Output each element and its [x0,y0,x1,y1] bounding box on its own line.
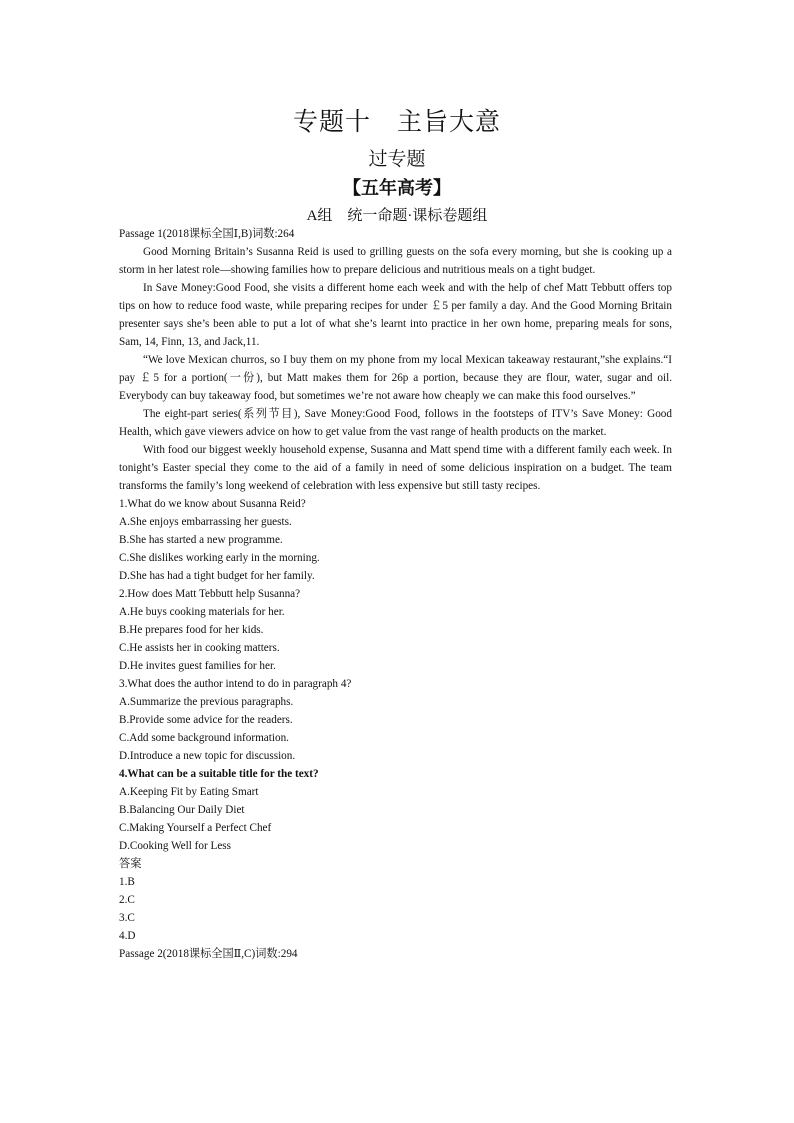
question-option: B.Provide some advice for the readers. [119,714,293,726]
passage-paragraph: The eight-part series(系列节目), Save Money:Good Food, follows in the footsteps of ITV’s Save Money: Good Health, which gave viewers advice on how to get value from the vast range of health products on the market. [119,408,672,438]
answer-label: 答案 [119,858,142,870]
question-option: A.She enjoys embarrassing her guests. [119,516,292,528]
question-option: D.Cooking Well for Less [119,840,231,852]
section-subtitle: 过专题 [368,149,426,170]
question-option: D.She has had a tight budget for her family. [119,570,315,582]
question-option: A.Keeping Fit by Eating Smart [119,786,259,798]
passage-paragraph: Good Morning Britain’s Susanna Reid is used to grilling guests on the sofa every morning, but she is cooking up a storm in her latest role—showing families how to prepare delicious and nutritious meals on a tight budget. [119,246,672,276]
question-option: C.Making Yourself a Perfect Chef [119,822,272,834]
passage-heading: Passage 2(2018课标全国Ⅱ,C)词数:294 [119,948,298,960]
question-option: C.Add some background information. [119,732,289,744]
document-body [119,225,672,963]
question-stem: 1.What do we know about Susanna Reid? [119,498,306,510]
question-stem: 3.What does the author intend to do in paragraph 4? [119,678,352,690]
answer-item: 2.C [119,894,135,906]
section-bracket-title: 【五年高考】 [343,178,451,198]
question-option: A.Summarize the previous paragraphs. [119,696,294,708]
question-option: D.He invites guest families for her. [119,660,276,672]
question-option: C.He assists her in cooking matters. [119,642,280,654]
question-option: B.He prepares food for her kids. [119,624,264,636]
passage-paragraph: In Save Money:Good Food, she visits a different home each week and with the help of chef Matt Tebbutt offers top tips on how to reduce food waste, while preparing recipes for under ￡5 per family a day. And the Good Morning Britain presenter says she’s been able to put a lot of what she’s learnt into practice in her own home, preparing meals for sons, Sam, 14, Finn, 13, and Jack,11. [119,282,672,348]
passage-paragraph: “We love Mexican churros, so I buy them on my phone from my local Mexican takeaway restaurant,”she explains.“I pay ￡5 for a portion(一份), but Matt makes them for 26p a portion, because they are flour, water, sugar and oil. Everybody can buy takeaway food, but sometimes we’re not aware how cheaply we can make this food ourselves.” [119,354,672,402]
question-option: D.Introduce a new topic for discussion. [119,750,296,762]
answer-item: 1.B [119,876,135,888]
question-stem: 2.How does Matt Tebbutt help Susanna? [119,588,301,600]
question-option: B.Balancing Our Daily Diet [119,804,245,816]
question-option: C.She dislikes working early in the morning. [119,552,320,564]
question-option: B.She has started a new programme. [119,534,283,546]
question-option: A.He buys cooking materials for her. [119,606,285,618]
passage-heading: Passage 1(2018课标全国Ⅰ,B)词数:264 [119,228,295,240]
question-stem: 4.What can be a suitable title for the text? [119,768,319,780]
passage-paragraph: With food our biggest weekly household expense, Susanna and Matt spend time with a different family each week. In tonight’s Easter special they come to the aid of a family in need of some delicious inspiration on a budget. The team transforms the family’s long weekend of celebration with less expensive but still tasty recipes. [119,444,672,492]
group-title: A组 统一命题·课标卷题组 [306,208,488,224]
document-title: 专题十 主旨大意 [292,109,501,136]
answer-item: 3.C [119,912,135,924]
answer-item: 4.D [119,930,136,942]
